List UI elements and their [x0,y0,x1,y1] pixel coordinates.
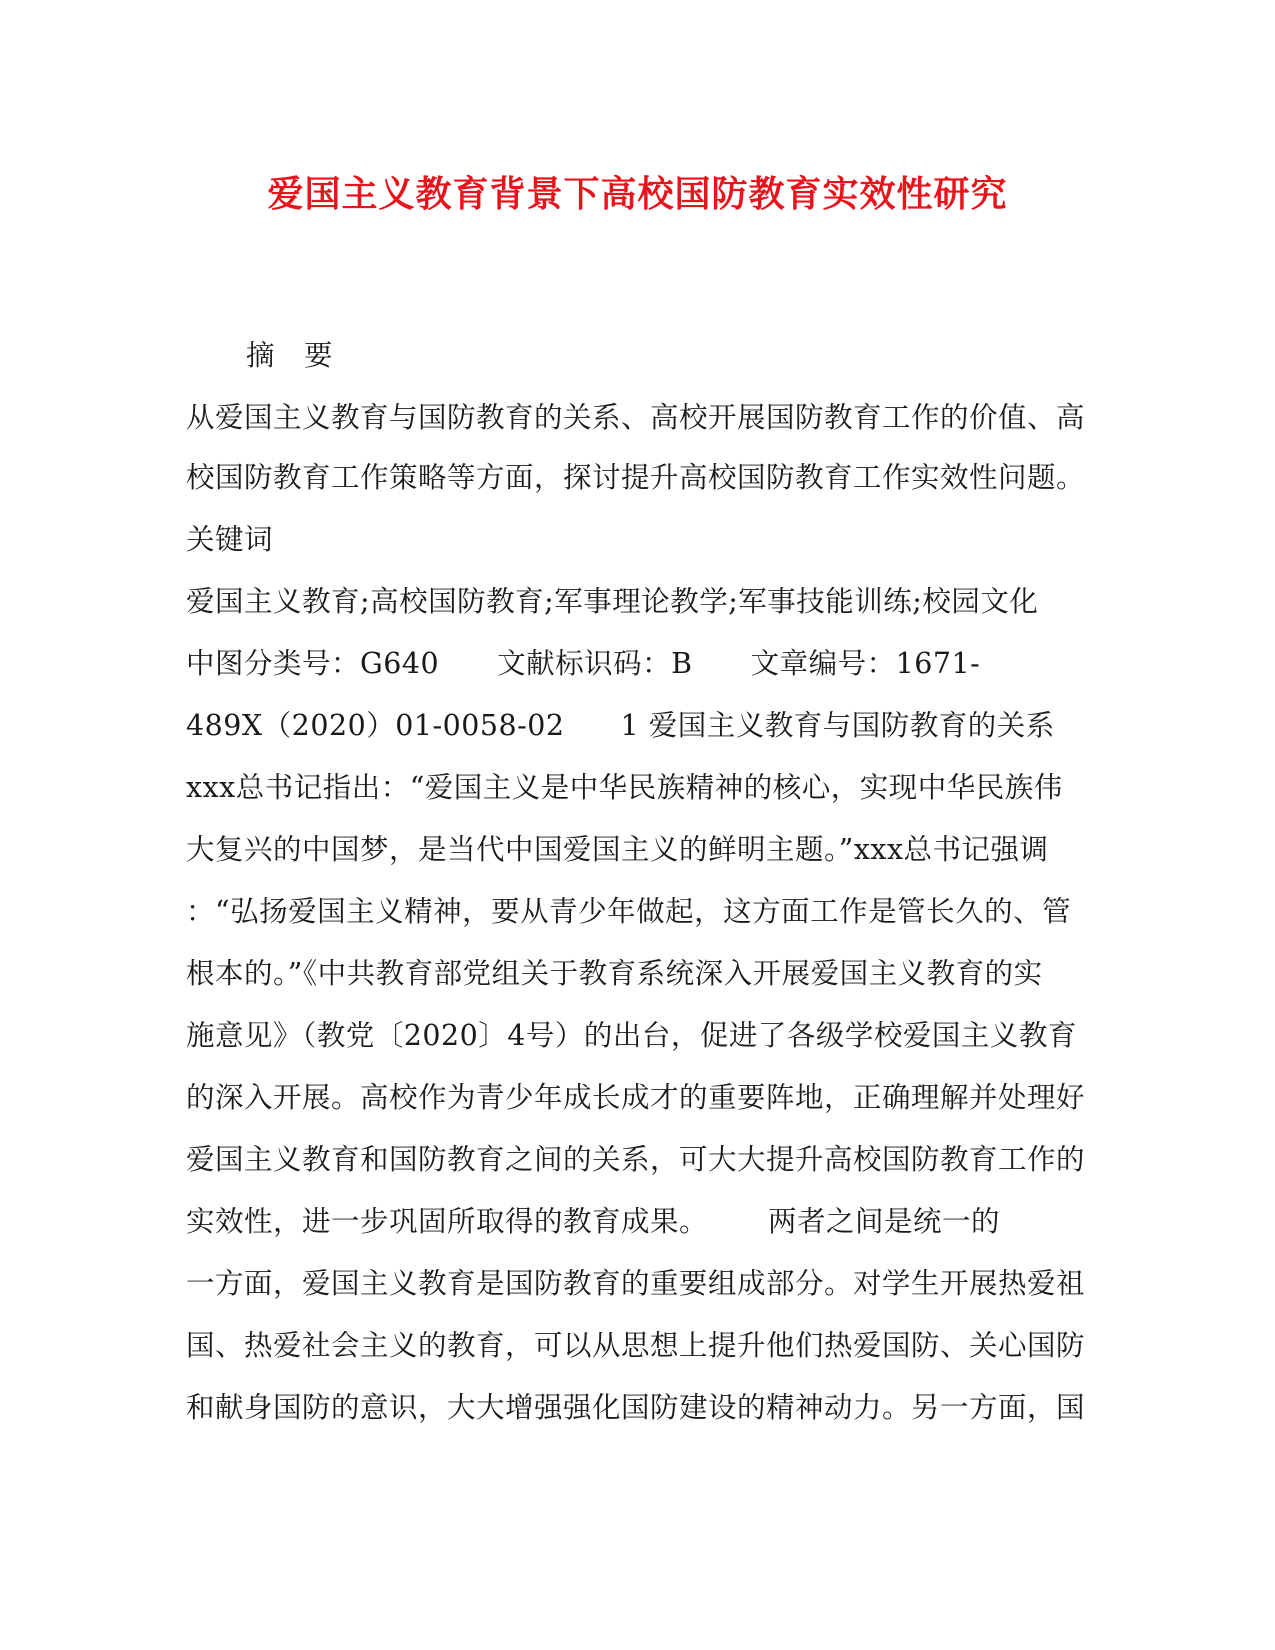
article-number-part2: 489X（2020）01-0058-02 [186,709,565,742]
keywords-heading: 关键词 [186,523,274,556]
document-title: 爱国主义教育背景下高校国防教育实效性研究 [267,173,1008,215]
subheading-unity: 两者之间是统一的 [768,1205,1001,1238]
body2-line-2: 国、热爱社会主义的教育，可以从思想上提升他们热爱国防、关心国防 [186,1329,1086,1362]
body-line-1: xxx总书记指出：“爱国主义是中华民族精神的核心，实现中华民族伟 [186,771,1063,804]
clc-number: 中图分类号：G640 [186,647,440,680]
body-line-2: 大复兴的中国梦，是当代中国爱国主义的鲜明主题。”xxx总书记强调 [186,833,1049,866]
body2-line-3: 和献身国防的意识，大大增强强化国防建设的精神动力。另一方面，国 [186,1391,1086,1424]
meta-line-2 [186,706,1055,746]
meta-line-1 [186,644,980,684]
abstract-line-2: 校国防教育工作策略等方面，探讨提升高校国防教育工作实效性问题。 [186,461,1086,494]
article-number-part1: 文章编号：1671- [750,647,981,680]
body-line-8 [186,1202,1000,1242]
keywords-list: 爱国主义教育;高校国防教育;军事理论教学;军事技能训练;校园文化 [186,585,1039,618]
body2-line-1: 一方面，爱国主义教育是国防教育的重要组成部分。对学生开展热爱祖 [186,1267,1086,1300]
document-code: 文献标识码：B [497,647,693,680]
body-line-3: ：“弘扬爱国主义精神，要从青少年做起，这方面工作是管长久的、管 [186,895,1072,928]
body-line-4: 根本的。”《中共教育部党组关于教育系统深入开展爱国主义教育的实 [186,957,1043,990]
body-line-7: 爱国主义教育和国防教育之间的关系，可大大提升高校国防教育工作的 [186,1143,1086,1176]
abstract-heading: 摘 要 [246,339,334,372]
abstract-line-1: 从爱国主义教育与国防教育的关系、高校开展国防教育工作的价值、高 [186,401,1086,434]
section-heading-1: 1 爱国主义教育与国防教育的关系 [620,709,1055,742]
body-line-6: 的深入开展。高校作为青少年成长成才的重要阵地，正确理解并处理好 [186,1081,1086,1114]
body-line-8-text: 实效性，进一步巩固所取得的教育成果。 [186,1205,709,1238]
body-line-5: 施意见》（教党〔2020〕4号）的出台，促进了各级学校爱国主义教育 [186,1019,1077,1052]
